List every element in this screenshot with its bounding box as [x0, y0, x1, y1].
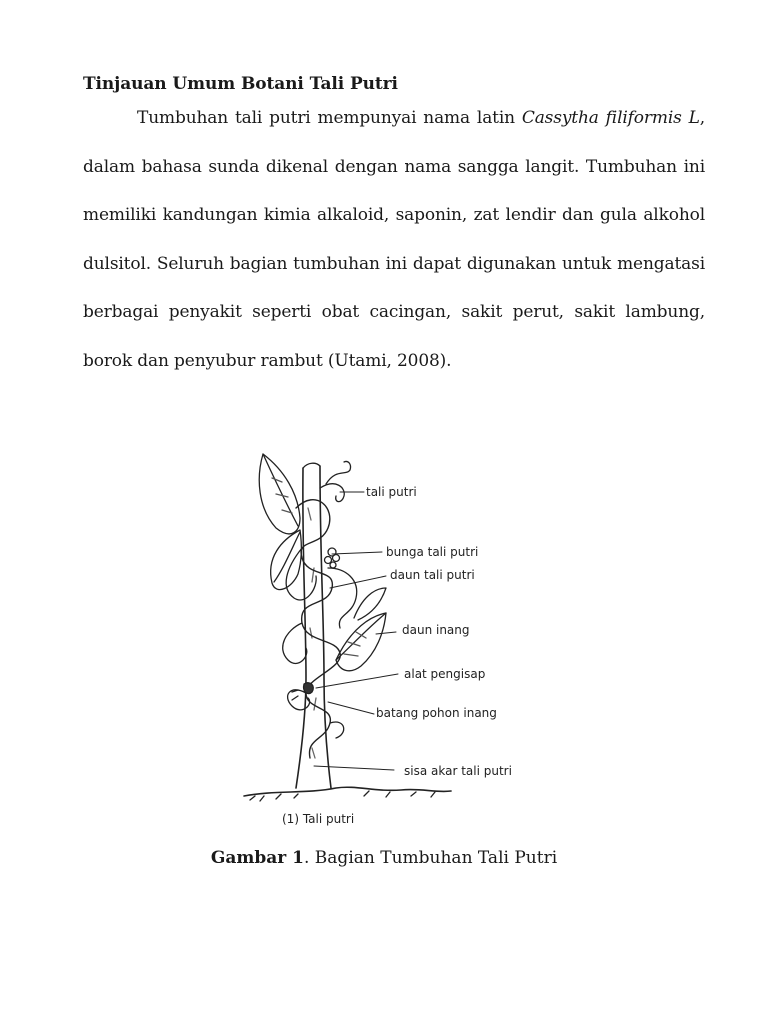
latin-name: Cassytha filiformis L: [521, 108, 700, 128]
caption-text: . Bagian Tumbuhan Tali Putri: [304, 848, 558, 868]
label-alat-pengisap: alat pengisap: [404, 667, 486, 681]
figure-illustration: [236, 448, 526, 834]
section-heading: Tinjauan Umum Botani Tali Putri: [83, 74, 398, 94]
label-tali-putri: tali putri: [366, 485, 417, 499]
label-daun-inang: daun inang: [402, 623, 470, 637]
label-bunga: bunga tali putri: [386, 545, 479, 559]
paragraph-lead: Tumbuhan tali putri mempunyai nama latin: [137, 108, 522, 128]
caption-label: Gambar 1: [210, 848, 304, 868]
label-daun-tali-putri: daun tali putri: [390, 568, 475, 582]
figure-caption: [0, 848, 768, 868]
label-batang: batang pohon inang: [376, 706, 497, 720]
paragraph-rest: , dalam bahasa sunda dikenal dengan nama sangga langit. Tumbuhan ini memiliki kandungan kimia alkaloid, saponin, zat lendir dan gula alkohol dulsitol. Seluruh bagian tumbuhan ini dapat digunakan untuk mengatasi berbagai penyakit seperti obat cacingan, sakit perut, sakit lambung, borok dan penyubur rambut (Utami, 2008).: [83, 108, 705, 371]
body-paragraph: [83, 94, 705, 386]
label-sisa-akar: sisa akar tali putri: [404, 764, 512, 778]
plant-drawing: [236, 448, 526, 834]
figure-subtitle: (1) Tali putri: [282, 812, 355, 826]
